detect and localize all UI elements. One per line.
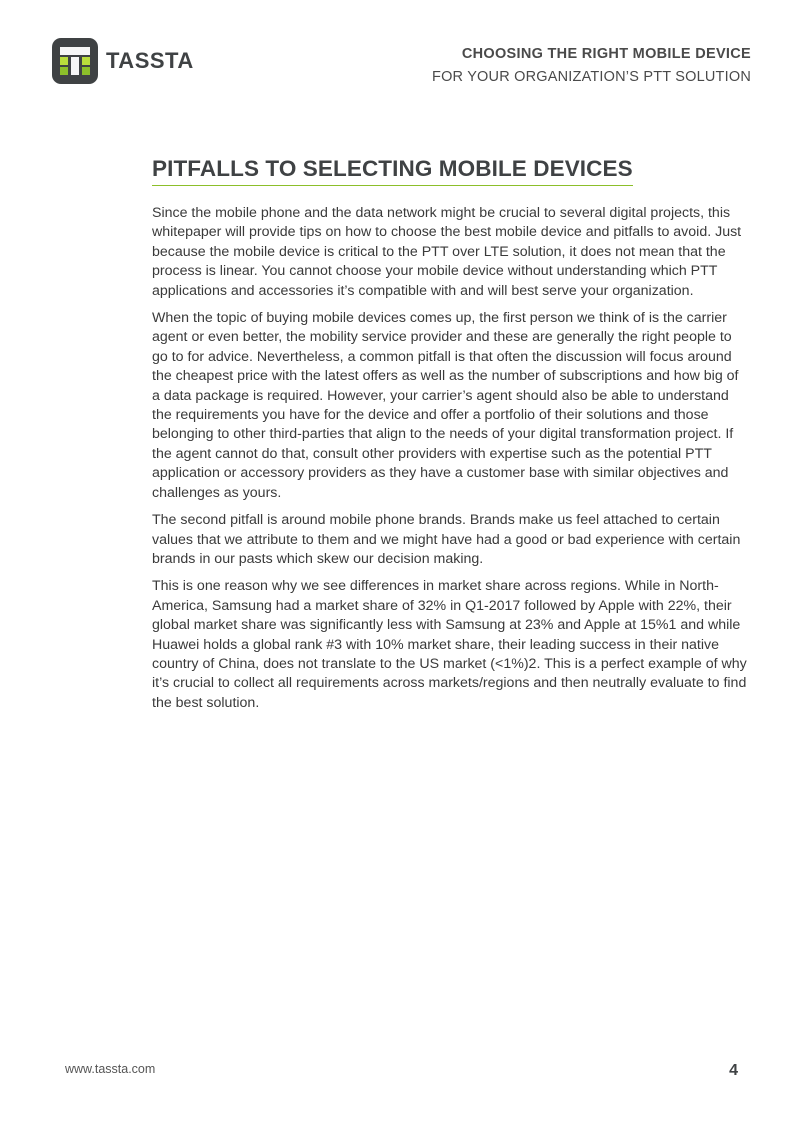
body-text bbox=[152, 204, 748, 713]
header-subtitle: FOR YOUR ORGANIZATION’S PTT SOLUTION bbox=[432, 69, 751, 85]
logo-wordmark: TASSTA bbox=[106, 48, 194, 73]
page-number: 4 bbox=[729, 1062, 738, 1079]
website-link[interactable]: www.tassta.com bbox=[65, 1062, 156, 1076]
document-header bbox=[432, 46, 751, 85]
section-title: PITFALLS TO SELECTING MOBILE DEVICES bbox=[152, 156, 633, 186]
paragraph-3: The second pitfall is around mobile phone brands. Brands make us feel attached to certain values that we attribute to them and we might have had a good or bad experience with certain brands in our pasts which skew our decision making. bbox=[152, 512, 741, 567]
tassta-logo-icon bbox=[52, 38, 98, 84]
paragraph-2: When the topic of buying mobile devices comes up, the first person we think of is the carrier agent or even better, the mobility service provider and these are generally the right people to go to for advice. Nevertheless, a common pitfall is that often the discussion will focus around the cheapest price with the latest offers as well as the number of subscriptions and how big of a data package is required. However, your carrier’s agent should also be able to understand the requirements you have for the device and offer a portfolio of their solutions and those belonging to other third-parties that align to the needs of your digital transformation project. If the agent cannot do that, consult other providers with expertise such as the potential PTT application or accessory providers as they have a customer base with similar objectives and challenges as yours. bbox=[152, 310, 739, 501]
header-title: CHOOSING THE RIGHT MOBILE DEVICE bbox=[461, 46, 751, 62]
logo-grid-icon bbox=[60, 47, 90, 75]
paragraph-1: Since the mobile phone and the data network might be crucial to several digital projects, this whitepaper will provide tips on how to choose the best mobile device and pitfalls to avoid. Just because the mobile device is critical to the PTT over LTE solution, it does not mean that the process is linear. You cannot choose your mobile device without understanding which PTT applications and accessories it’s compatible with and will best serve your organization. bbox=[152, 205, 742, 299]
main-section bbox=[152, 156, 748, 721]
paragraph-4: This is one reason why we see differences in market share across regions. While in North-America, Samsung had a market share of 32% in Q1-2017 followed by Apple with 22%, their global market share was significantly less with Samsung at 23% and Apple at 15%1 and while Huawei holds a global rank #3 with 10% market share, their leading success in their native country of China, does not translate to the US market (<1%)2. This is a perfect example of why it’s crucial to collect all requirements across markets/regions and then neutrally evaluate to find the best solution. bbox=[152, 578, 747, 711]
tassta-logo bbox=[52, 38, 194, 84]
